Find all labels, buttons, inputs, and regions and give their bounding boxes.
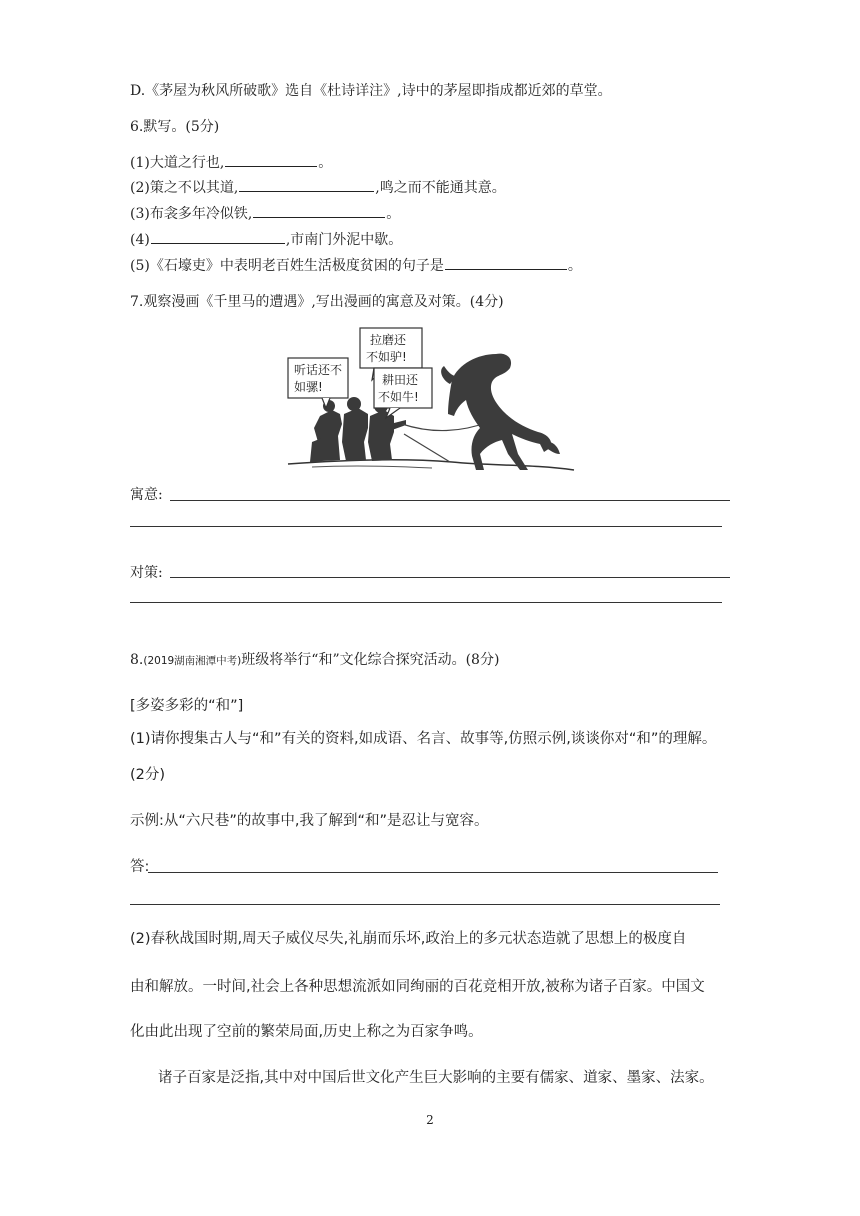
q8-part2-line-2: 由和解放。一时间,社会上各种思想流派如同绚丽的百花竞相开放,被称为诸子百家。中国文 bbox=[130, 979, 705, 995]
q6-blank-1[interactable] bbox=[225, 152, 317, 167]
q6-item-5-text: (5)《石壕吏》中表明老百姓生活极度贫困的句子是 bbox=[130, 258, 444, 274]
q8-source: (2019湖南湘潭中考) bbox=[143, 655, 242, 667]
q6-item-3 bbox=[130, 203, 400, 224]
bubble-3-line-2: 不如牛! bbox=[378, 390, 419, 404]
q8-section-heading: [多姿多彩的“和”] bbox=[130, 698, 244, 714]
q6-item-3-tail: 。 bbox=[386, 206, 401, 222]
q7-title: 7.观察漫画《千里马的遭遇》,写出漫画的寓意及对策。(4分) bbox=[130, 294, 504, 310]
q7-meaning-label: 寓意: bbox=[130, 487, 163, 503]
q6-item-2 bbox=[130, 177, 506, 198]
q6-item-4-tail: ,市南门外泥中歇。 bbox=[285, 232, 403, 248]
q6-blank-2[interactable] bbox=[239, 177, 374, 192]
q6-item-3-text: (3)布衾多年冷似铁, bbox=[130, 206, 253, 222]
q6-blank-3[interactable] bbox=[253, 203, 385, 218]
q6-item-4 bbox=[130, 229, 402, 250]
q8-part1-line-2: (2分) bbox=[130, 767, 166, 783]
q7-strategy-label: 对策: bbox=[130, 565, 163, 581]
q8-number: 8. bbox=[130, 652, 144, 668]
q6-blank-4[interactable] bbox=[151, 229, 285, 244]
q8-example: 示例:从“六尺巷”的故事中,我了解到“和”是忍让与宽容。 bbox=[130, 813, 489, 829]
q7-meaning-line-2[interactable] bbox=[130, 526, 722, 527]
q6-item-5-tail: 。 bbox=[567, 258, 582, 274]
q5-option-d: D.《茅屋为秋风所破歌》选自《杜诗详注》,诗中的茅屋即指成都近郊的草堂。 bbox=[130, 83, 612, 99]
q6-item-2-tail: ,鸣之而不能通其意。 bbox=[375, 180, 506, 196]
q6-item-1 bbox=[130, 152, 332, 173]
bubble-3-line-1: 耕田还 bbox=[382, 373, 419, 387]
q7-strategy-line-1[interactable] bbox=[170, 577, 730, 578]
q7-strategy-line-2[interactable] bbox=[130, 602, 722, 603]
q8-part2-line-1: (2)春秋战国时期,周天子威仪尽失,礼崩而乐坏,政治上的多元状态造就了思想上的极度自 bbox=[130, 931, 687, 947]
q6-title: 6.默写。(5分) bbox=[130, 119, 220, 135]
q7-meaning-line-1[interactable] bbox=[170, 500, 730, 501]
q8-title-text: 班级将举行“和”文化综合探究活动。(8分) bbox=[241, 652, 500, 668]
cartoon-image bbox=[282, 324, 578, 476]
q6-blank-5[interactable] bbox=[445, 255, 567, 270]
q8-title bbox=[130, 650, 499, 671]
bubble-1-line-2: 如骡! bbox=[294, 380, 323, 394]
q8-answer-line-2[interactable] bbox=[130, 904, 720, 905]
q8-answer-label: 答: bbox=[130, 859, 150, 875]
q6-item-2-text: (2)策之不以其道, bbox=[130, 180, 239, 196]
q6-item-1-tail: 。 bbox=[318, 155, 333, 171]
bubble-1-line-1: 听话还不 bbox=[294, 363, 343, 377]
bubble-2-line-2: 不如驴! bbox=[366, 350, 407, 364]
q8-part2-line-3: 化由此出现了空前的繁荣局面,历史上称之为百家争鸣。 bbox=[130, 1024, 483, 1040]
q8-part1-line-1: (1)请你搜集古人与“和”有关的资料,如成语、名言、故事等,仿照示例,谈谈你对“和”的理解。 bbox=[130, 731, 717, 747]
q6-item-4-text: (4) bbox=[130, 232, 150, 248]
q8-part2-line-4: 诸子百家是泛指,其中对中国后世文化产生巨大影响的主要有儒家、道家、墨家、法家。 bbox=[158, 1070, 714, 1086]
page-number: 2 bbox=[426, 1113, 434, 1127]
q6-item-5 bbox=[130, 255, 582, 276]
q6-item-1-text: (1)大道之行也, bbox=[130, 155, 225, 171]
q8-answer-line-1[interactable] bbox=[148, 872, 718, 873]
speech-bubble-1 bbox=[288, 358, 348, 408]
horse-figure bbox=[441, 354, 560, 470]
bubble-2-line-1: 拉磨还 bbox=[370, 333, 407, 347]
